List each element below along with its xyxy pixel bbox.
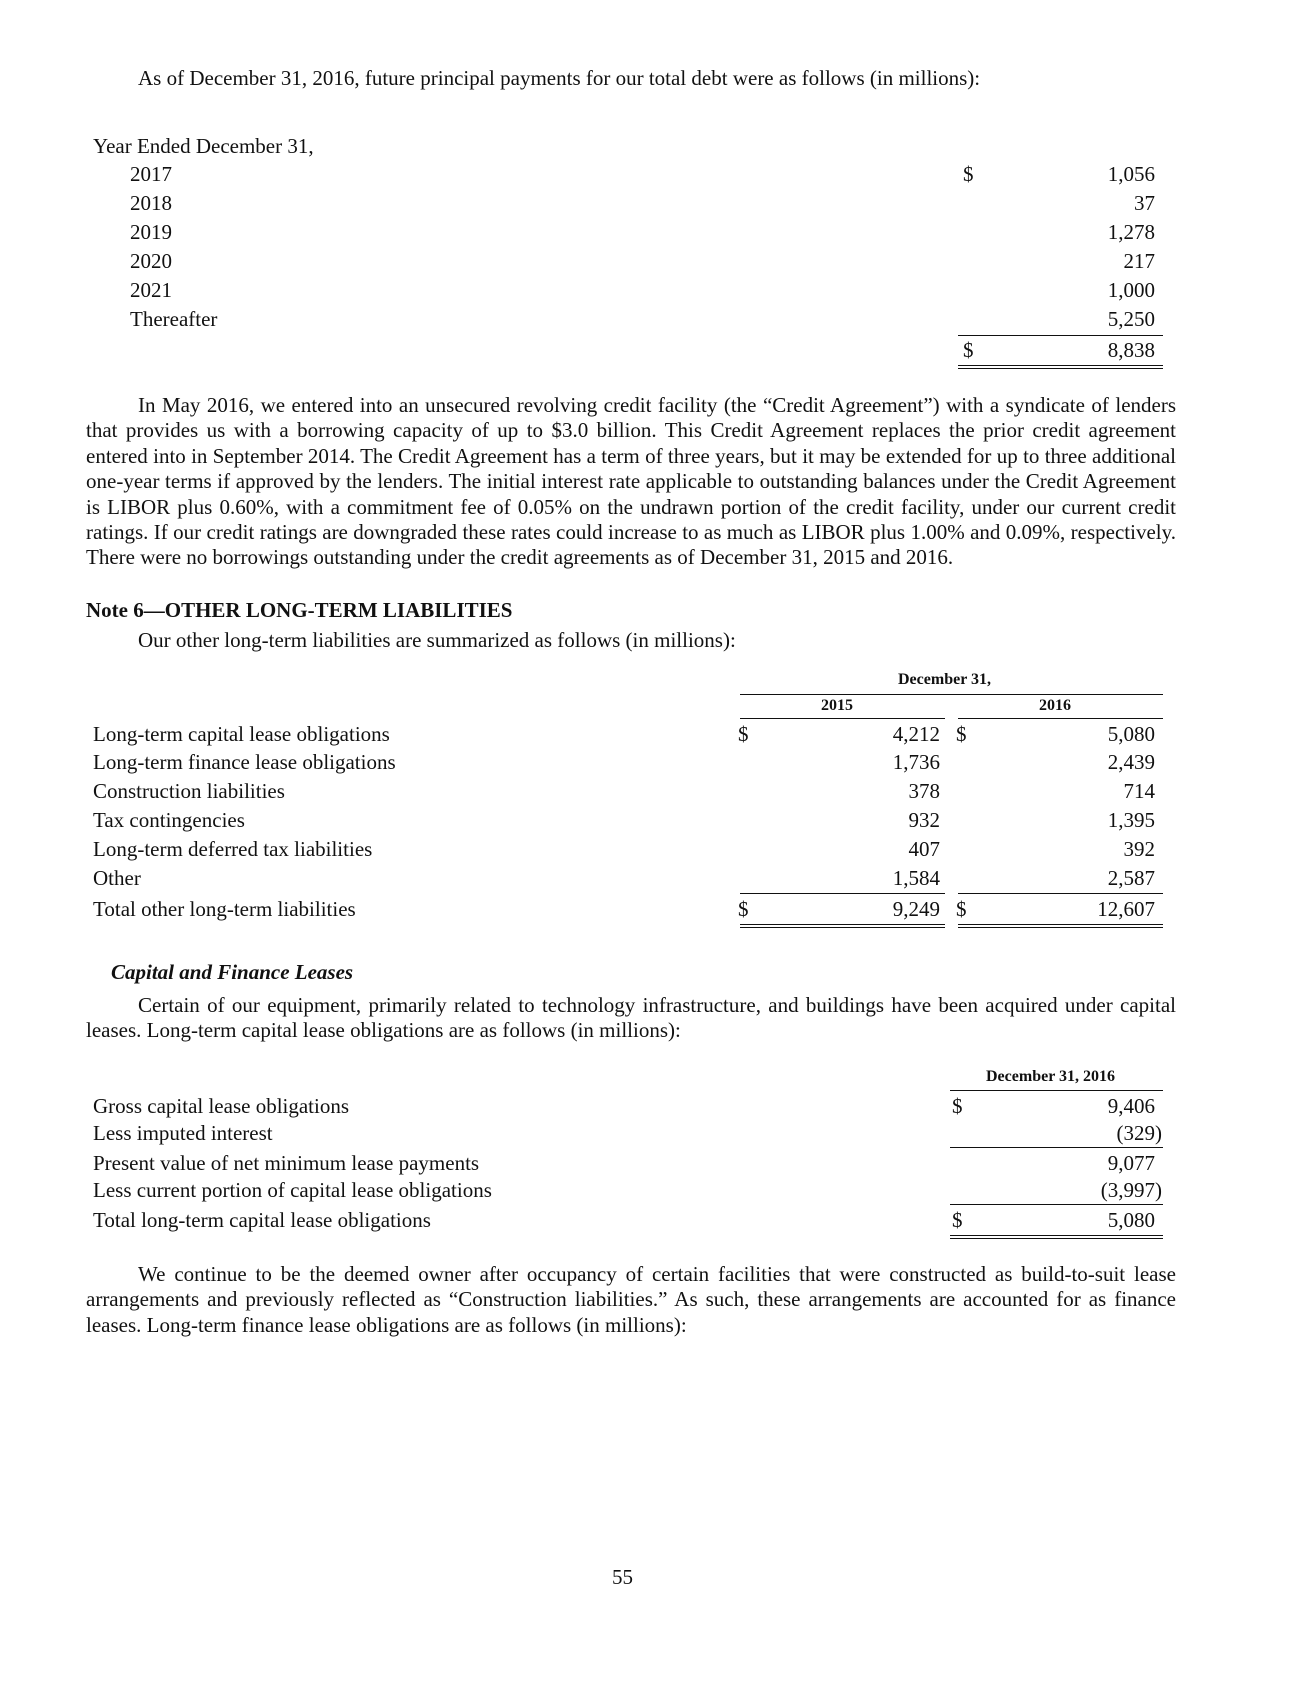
leases-total-double-rule <box>950 1235 1163 1239</box>
note6-group-header: December 31, <box>898 671 991 688</box>
debt-year-2020: 2020 <box>130 249 172 273</box>
note6-row-value-2015: 407 <box>908 837 940 861</box>
leases-row-label: Less current portion of capital lease obligations <box>93 1178 492 1202</box>
debt-currency-symbol: $ <box>963 162 974 186</box>
note6-row-label: Tax contingencies <box>93 808 245 832</box>
leases-header-rule <box>950 1090 1163 1091</box>
note6-row-value-2015: 1,584 <box>892 866 940 890</box>
leases-total-label: Total long-term capital lease obligations <box>93 1208 431 1232</box>
debt-total-double-rule <box>958 365 1163 369</box>
leases-total-currency: $ <box>952 1208 963 1232</box>
note6-total-label: Total other long-term liabilities <box>93 897 356 921</box>
note6-col-2016-rule <box>958 718 1163 719</box>
note6-currency-2016: $ <box>956 722 967 746</box>
debt-year-2019: 2019 <box>130 220 172 244</box>
note6-row-label: Construction liabilities <box>93 779 285 803</box>
leases-intro: Certain of our equipment, primarily related to technology infrastructure, and buildings have been acquired under capital leases. Long-term capital lease obligations are as follows (in millions): <box>86 993 1176 1043</box>
debt-value-2017: 1,056 <box>1107 162 1155 186</box>
note6-row-value-2016: 714 <box>1123 779 1155 803</box>
leases-row-value: 9,406 <box>1107 1094 1155 1118</box>
debt-subtotal-rule <box>958 335 1163 336</box>
leases-total-rule <box>950 1204 1163 1205</box>
note6-total-value-2016: 12,607 <box>1097 897 1155 921</box>
leases-total-value: 5,080 <box>1107 1208 1155 1232</box>
leases-row-value: 9,077 <box>1107 1151 1155 1175</box>
note6-currency-2015: $ <box>738 722 749 746</box>
debt-value-2021: 1,000 <box>1107 278 1155 302</box>
note6-total-currency-2016: $ <box>956 897 967 921</box>
note6-row-label: Long-term capital lease obligations <box>93 722 390 746</box>
debt-year-thereafter: Thereafter <box>130 307 218 331</box>
debt-total-value: 8,838 <box>1107 338 1155 362</box>
note6-col-2016: 2016 <box>1039 697 1071 714</box>
note6-row-label: Long-term deferred tax liabilities <box>93 837 373 861</box>
note6-row-value-2015: 378 <box>908 779 940 803</box>
credit-agreement-paragraph: In May 2016, we entered into an unsecured revolving credit facility (the “Credit Agreement”) with a syndicate of lenders that provides us with a borrowing capacity of up to $3.0 billion. This Credit Agreement replaces the prior credit agreement entered into in September 2014. The Credit Agreement has a term of three years, but it may be extended for up to three additional one-year terms if approved by the lenders. The initial interest rate applicable to outstanding balances under the Credit Agreement is LIBOR plus 0.60%, with a commitment fee of 0.05% on the undrawn portion of the credit facility, under our current credit ratings. If our credit ratings are downgraded these rates could increase to as much as LIBOR plus 1.00% and 0.09%, respectively. There were no borrowings outstanding under the credit agreements as of December 31, 2015 and 2016. <box>86 393 1176 570</box>
debt-value-2018: 37 <box>1134 191 1155 215</box>
note6-total-double-rule-2016 <box>958 924 1163 928</box>
finance-lease-paragraph: We continue to be the deemed owner after occupancy of certain facilities that were constructed as build-to-suit lease arrangements and previously reflected as “Construction liabilities.” As such, these arrangements are accounted for as finance leases. Long-term finance lease obligations are as follows (in millions): <box>86 1262 1176 1337</box>
note6-row-label: Other <box>93 866 141 890</box>
note6-total-double-rule-2015 <box>740 924 945 928</box>
note6-row-value-2016: 5,080 <box>1107 722 1155 746</box>
leases-heading: Capital and Finance Leases <box>111 960 354 984</box>
debt-year-2018: 2018 <box>130 191 172 215</box>
leases-currency: $ <box>952 1094 963 1118</box>
leases-row-label: Gross capital lease obligations <box>93 1094 350 1118</box>
debt-year-2017: 2017 <box>130 162 172 186</box>
debt-year-2021: 2021 <box>130 278 172 302</box>
debt-value-thereafter: 5,250 <box>1107 307 1155 331</box>
leases-row-label: Present value of net minimum lease payments <box>93 1151 480 1175</box>
note6-row-value-2015: 932 <box>908 808 940 832</box>
debt-total-currency: $ <box>963 338 974 362</box>
note6-intro: Our other long-term liabilities are summarized as follows (in millions): <box>138 628 736 652</box>
page-number: 55 <box>612 1565 633 1589</box>
leases-col-header: December 31, 2016 <box>986 1068 1115 1085</box>
note6-total-value-2015: 9,249 <box>892 897 940 921</box>
note6-row-value-2015: 1,736 <box>892 750 940 774</box>
note6-row-value-2016: 2,439 <box>1107 750 1155 774</box>
note6-row-value-2016: 2,587 <box>1107 866 1155 890</box>
note6-subtotal-rule-2016 <box>958 893 1163 894</box>
note6-row-value-2015: 4,212 <box>892 722 940 746</box>
note6-heading: Note 6—OTHER LONG-TERM LIABILITIES <box>86 598 513 622</box>
debt-value-2019: 1,278 <box>1107 220 1155 244</box>
note6-row-value-2016: 1,395 <box>1107 808 1155 832</box>
debt-year-header: Year Ended December 31, <box>93 134 314 158</box>
leases-subtotal-rule <box>950 1147 1163 1148</box>
debt-value-2020: 217 <box>1123 249 1155 273</box>
note6-col-2015-rule <box>740 718 945 719</box>
leases-row-value: (329) <box>1116 1121 1162 1145</box>
note6-total-currency-2015: $ <box>738 897 749 921</box>
leases-row-value: (3,997) <box>1100 1178 1162 1202</box>
debt-intro: As of December 31, 2016, future principal payments for our total debt were as follows (in millions): <box>138 66 981 90</box>
note6-header-rule <box>740 694 1163 695</box>
leases-row-label: Less imputed interest <box>93 1121 273 1145</box>
note6-col-2015: 2015 <box>821 697 853 714</box>
note6-row-value-2016: 392 <box>1123 837 1155 861</box>
note6-subtotal-rule-2015 <box>740 893 945 894</box>
note6-row-label: Long-term finance lease obligations <box>93 750 396 774</box>
